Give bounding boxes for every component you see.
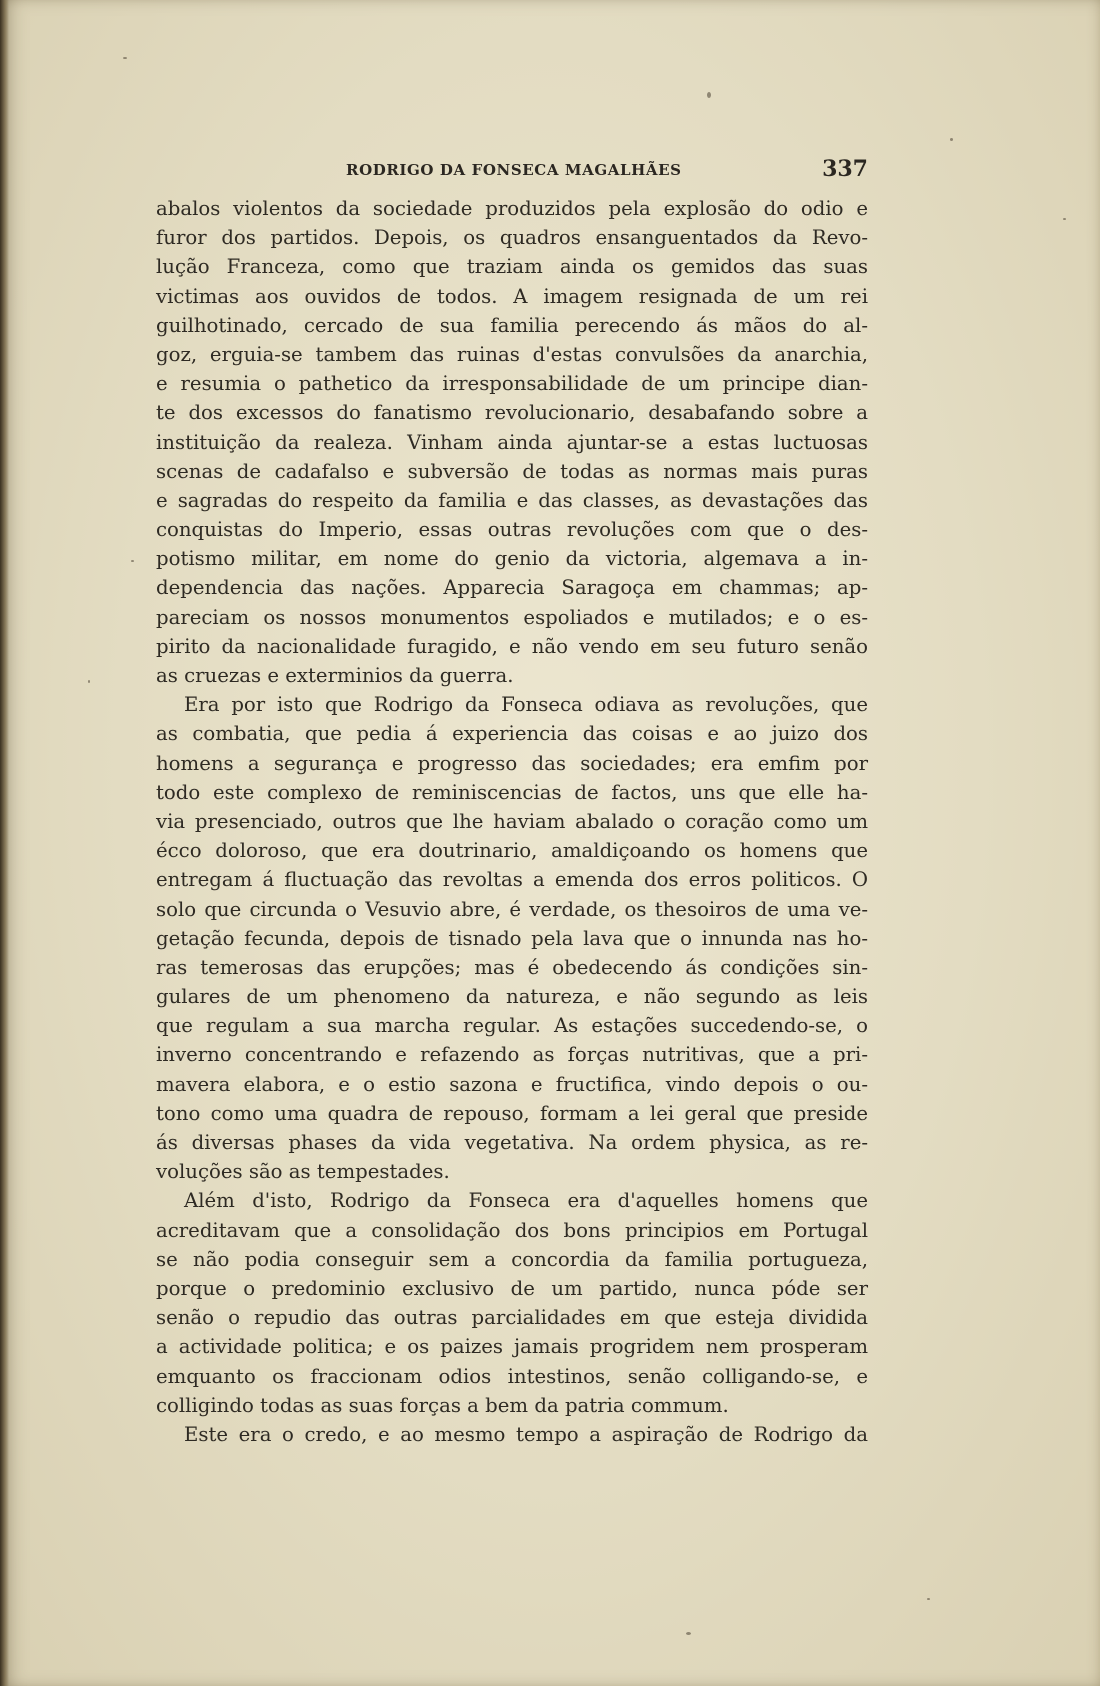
text-line: potismo militar, em nome do genio da victoria, algemava a in- bbox=[156, 547, 868, 571]
text-line: solo que circunda o Vesuvio abre, é verdade, os thesoiros de uma ve- bbox=[156, 897, 868, 921]
text-line: ras temerosas das erupções; mas é obedecendo ás condições sin- bbox=[156, 955, 868, 979]
running-head: RODRIGO DA FONSECA MAGALHÃES bbox=[346, 161, 682, 179]
text-line: te dos excessos do fanatismo revolucionario, desabafando sobre a bbox=[156, 401, 868, 425]
print-speck bbox=[88, 680, 90, 683]
text-line: tono como uma quadra de repouso, formam a lei geral que preside bbox=[156, 1101, 868, 1125]
text-line: e sagradas do respeito da familia e das classes, as devastações das bbox=[156, 488, 868, 512]
text-line: goz, erguia-se tambem das ruinas d'estas convulsões da anarchia, bbox=[156, 342, 868, 366]
text-line: conquistas do Imperio, essas outras revoluções com que o des- bbox=[156, 518, 868, 542]
text-line: furor dos partidos. Depois, os quadros ensanguentados da Revo- bbox=[156, 226, 868, 250]
print-speck bbox=[686, 1632, 691, 1635]
text-line: getação fecunda, depois de tisnado pela lava que o innunda nas ho- bbox=[156, 926, 868, 950]
print-speck bbox=[927, 1598, 930, 1600]
paragraph-start-line: Além d'isto, Rodrigo da Fonseca era d'aquelles homens que bbox=[184, 1189, 868, 1213]
paragraph-end-line: colligindo todas as suas forças a bem da patria commum. bbox=[156, 1393, 729, 1417]
print-speck bbox=[123, 57, 127, 59]
text-line: guilhotinado, cercado de sua familia perecendo ás mãos do al- bbox=[156, 313, 868, 337]
paragraph-start-line: Este era o credo, e ao mesmo tempo a aspiração de Rodrigo da bbox=[184, 1422, 868, 1446]
text-line: homens a segurança e progresso das sociedades; era emfim por bbox=[156, 751, 868, 775]
text-line: todo este complexo de reminiscencias de factos, uns que elle ha- bbox=[156, 780, 868, 804]
paragraph-start-line: Era por isto que Rodrigo da Fonseca odiava as revoluções, que bbox=[184, 693, 868, 717]
text-line: ás diversas phases da vida vegetativa. Na ordem physica, as re- bbox=[156, 1131, 868, 1154]
print-speck bbox=[131, 560, 134, 562]
text-line: mavera elabora, e o estio sazona e fructifica, vindo depois o ou- bbox=[156, 1072, 868, 1096]
text-line: e resumia o pathetico da irresponsabilidade de um principe dian- bbox=[156, 372, 868, 396]
text-line: pareciam os nossos monumentos espoliados e mutilados; e o es- bbox=[156, 605, 868, 629]
text-line: écco doloroso, que era doutrinario, amaldiçoando os homens que bbox=[156, 839, 868, 863]
text-line: a actividade politica; e os paizes jamais progridem nem prosperam bbox=[156, 1335, 868, 1359]
print-speck bbox=[950, 138, 953, 141]
text-line: dependencia das nações. Apparecia Saragoça em chammas; ap- bbox=[156, 576, 868, 600]
text-line: que regulam a sua marcha regular. As estações succedendo-se, o bbox=[156, 1014, 868, 1038]
paragraph-end-line: voluções são as tempestades. bbox=[156, 1160, 450, 1184]
text-line: porque o predominio exclusivo de um partido, nunca póde ser bbox=[156, 1276, 868, 1300]
binding-edge bbox=[0, 0, 9, 1686]
body-text bbox=[156, 194, 868, 1449]
text-line: scenas de cadafalso e subversão de todas as normas mais puras bbox=[156, 459, 868, 483]
text-line: victimas aos ouvidos de todos. A imagem resignada de um rei bbox=[156, 284, 868, 308]
text-line: pirito da nacionalidade furagido, e não vendo em seu futuro senão bbox=[156, 634, 868, 658]
text-line: inverno concentrando e refazendo as forças nutritivas, que a pri- bbox=[156, 1043, 868, 1067]
text-line: emquanto os fraccionam odios intestinos, senão colligando-se, e bbox=[156, 1364, 868, 1388]
page-number: 337 bbox=[822, 156, 868, 182]
text-line: as combatia, que pedia á experiencia das coisas e ao juizo dos bbox=[156, 722, 868, 746]
text-line: gulares de um phenomeno da natureza, e não segundo as leis bbox=[156, 985, 868, 1009]
text-line: abalos violentos da sociedade produzidos pela explosão do odio e bbox=[156, 197, 868, 220]
text-line: via presenciado, outros que lhe haviam abalado o coração como um bbox=[156, 809, 868, 833]
print-speck bbox=[1063, 218, 1066, 220]
paragraph-end-line: as cruezas e exterminios da guerra. bbox=[156, 664, 514, 687]
text-line: entregam á fluctuação das revoltas a emenda dos erros politicos. O bbox=[156, 868, 868, 892]
text-line: acreditavam que a consolidação dos bons principios em Portugal bbox=[156, 1218, 868, 1242]
page-header bbox=[156, 156, 868, 184]
text-line: instituição da realeza. Vinham ainda ajuntar-se a estas luctuosas bbox=[156, 430, 868, 454]
text-line: se não podia conseguir sem a concordia da familia portugueza, bbox=[156, 1247, 868, 1271]
text-line: senão o repudio das outras parcialidades em que esteja dividida bbox=[156, 1306, 868, 1330]
text-line: lução Franceza, como que traziam ainda os gemidos das suas bbox=[156, 255, 868, 279]
print-speck bbox=[707, 92, 711, 98]
